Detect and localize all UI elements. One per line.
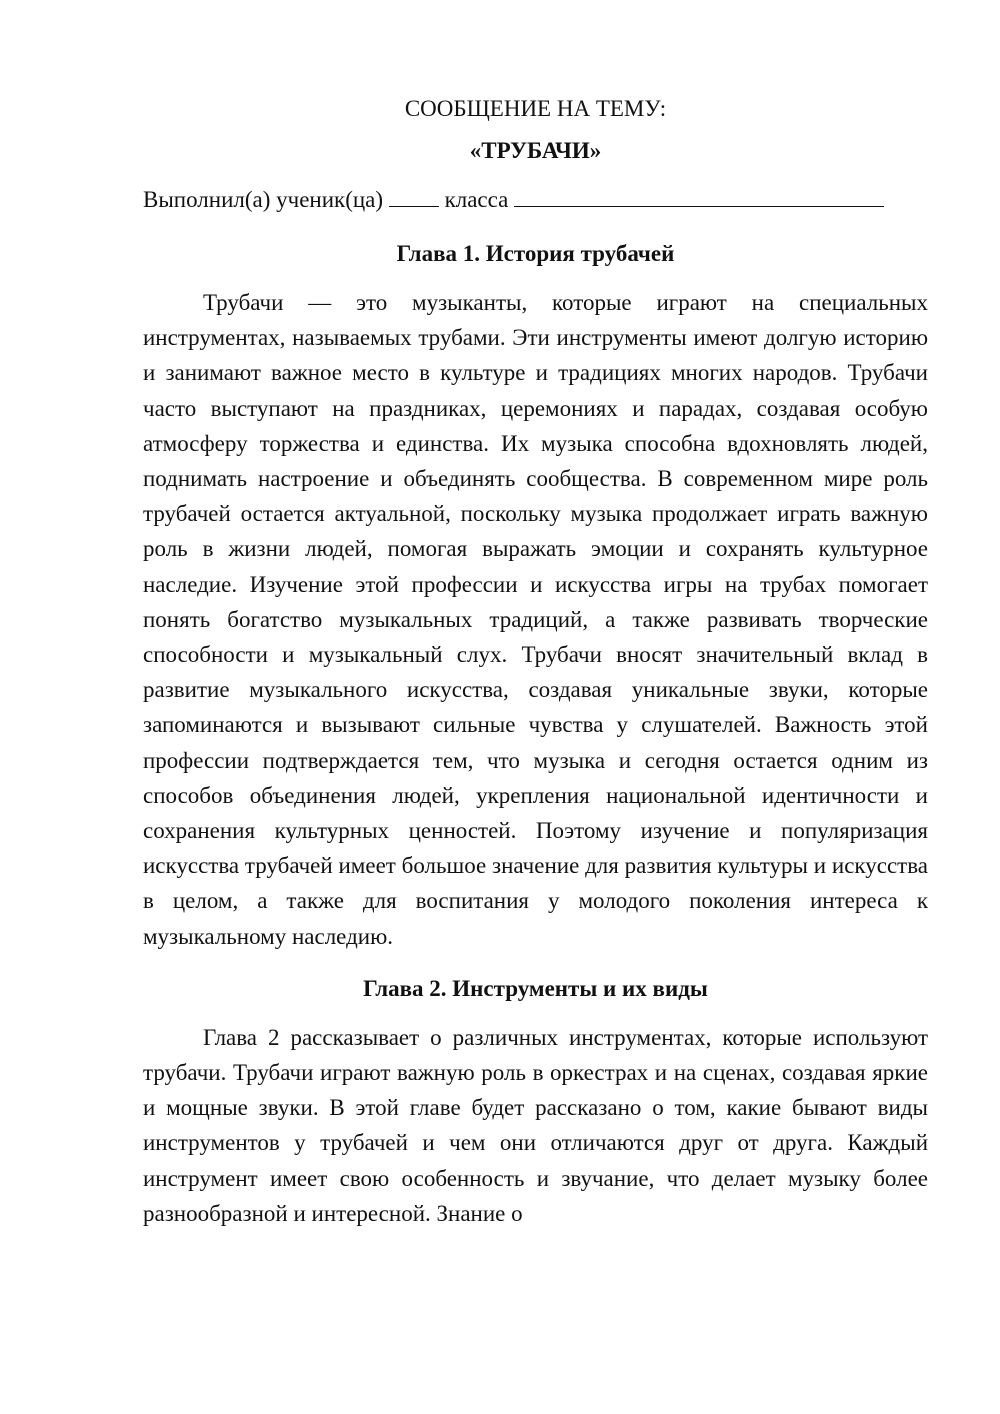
document-title: СООБЩЕНИЕ НА ТЕМУ: [404, 96, 667, 121]
class-number-blank [389, 184, 439, 207]
signature-line [143, 183, 928, 217]
document-subtitle: «ТРУБАЧИ» [469, 138, 602, 163]
student-name-blank [514, 184, 884, 207]
class-label: класса [444, 187, 509, 212]
document-page [143, 92, 928, 1231]
chapter-2-heading: Глава 2. Инструменты и их виды [363, 975, 708, 1001]
completed-by-label: Выполнил(а) ученик(ца) [143, 187, 384, 212]
chapter-2-text: Глава 2 рассказывает о различных инструментах, которые используют трубачи. Трубачи играют важную роль в оркестрах и на сценах, создавая яркие и мощные звуки. В этой главе будет рассказано о том, какие бывают виды инструментов у трубачей и чем они отличаются друг от друга. Каждый инструмент имеет свою особенность и звучание, что делает музыку более разнообразной и интересной. Знание о [143, 1024, 928, 1226]
chapter-1-heading: Глава 1. История трубачей [396, 241, 675, 266]
chapter-1-text: Трубачи — это музыканты, которые играют на специальных инструментах, называемых трубами. Эти инструменты имеют долгую историю и занимают важное место в культуре и традициях многих народов. Трубачи часто выступают на праздниках, церемониях и парадах, создавая особую атмосферу торжества и единства. Их музыка способна вдохновлять людей, поднимать настроение и объединять сообщества. В современном мире роль трубачей остается актуальной, поскольку музыка продолжает играть важную роль в жизни людей, помогая выражать эмоции и сохранять культурное наследие. Изучение этой профессии и искусства игры на трубах помогает понять богатство музыкальных традиций, а также развивать творческие способности и музыкальный слух. Трубачи вносят значительный вклад в развитие музыкального искусства, создавая уникальные звуки, которые запоминаются и вызывают сильные чувства у слушателей. Важность этой профессии подтверждается тем, что музыка и сегодня остается одним из способов объединения людей, укрепления национальной идентичности и сохранения культурных ценностей. Поэтому изучение и популяризация искусства трубачей имеет большое значение для развития культуры и искусства в целом, а также для воспитания у молодого поколения интереса к музыкальному наследию. [143, 290, 928, 949]
